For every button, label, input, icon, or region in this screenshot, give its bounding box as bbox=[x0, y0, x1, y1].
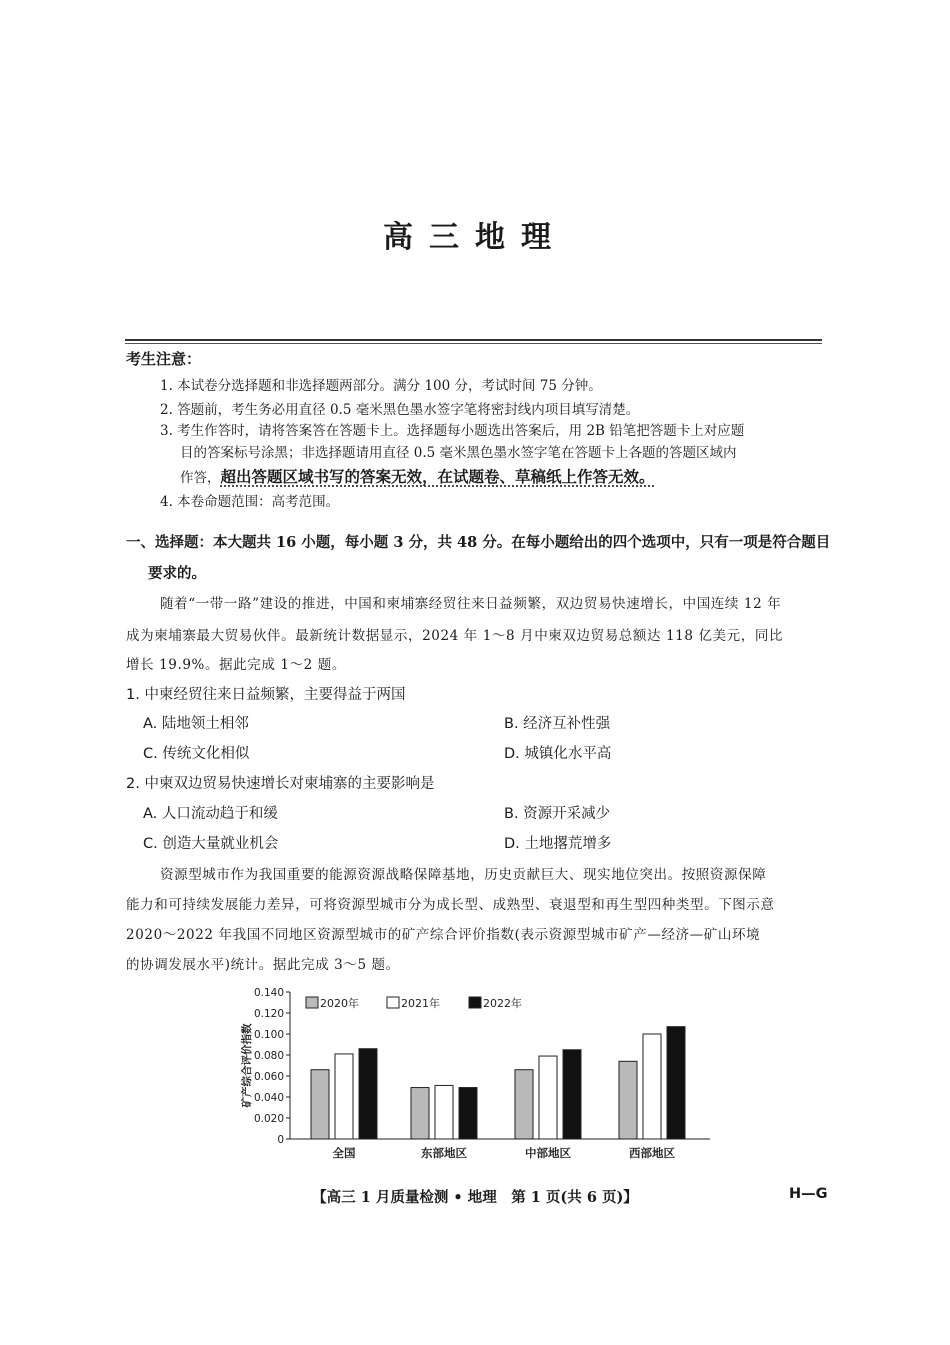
passage-line: 能力和可持续发展能力差异，可将资源型城市分为成长型、成熟型、衰退型和再生型四种类型。下图示意 bbox=[126, 897, 775, 913]
passage-line: 2020～2022 年我国不同地区资源型城市的矿产综合评价指数(表示资源型城市矿产—经济—矿山环境 bbox=[126, 927, 761, 943]
option-b: B. 经济互补性强 bbox=[504, 716, 611, 732]
notice-item bbox=[180, 465, 655, 487]
question-stem: 1. 中柬经贸往来日益频繁，主要得益于两国 bbox=[126, 687, 406, 703]
passage-line: 成为柬埔寨最大贸易伙伴。最新统计数据显示，2024 年 1～8 月中柬双边贸易总额达 118 亿美元，同比 bbox=[126, 628, 784, 644]
option-a: A. 陆地领土相邻 bbox=[143, 716, 249, 732]
option-c: C. 创造大量就业机会 bbox=[143, 836, 279, 852]
category-label: 中部地区 bbox=[525, 1146, 571, 1160]
category-label: 东部地区 bbox=[421, 1146, 467, 1160]
passage-line: 的协调发展水平)统计。据此完成 3～5 题。 bbox=[126, 957, 400, 973]
bar bbox=[335, 1054, 353, 1139]
option-a: A. 人口流动趋于和缓 bbox=[143, 806, 278, 822]
bar bbox=[539, 1056, 557, 1139]
bar bbox=[411, 1088, 429, 1139]
notice-item: 3. 考生作答时，请将答案答在答题卡上。选择题每小题选出答案后，用 2B 铅笔把答题卡上对应题 bbox=[160, 423, 745, 439]
passage-line: 随着“一带一路”建设的推进，中国和柬埔寨经贸往来日益频繁，双边贸易快速增长，中国连续 12 年 bbox=[160, 596, 782, 612]
legend-swatch bbox=[387, 997, 399, 1008]
notice-emphasis: 超出答题区域书写的答案无效，在试题卷、草稿纸上作答无效。 bbox=[220, 467, 655, 486]
y-tick-label: 0.040 bbox=[253, 1092, 284, 1104]
y-axis-label: 矿产综合评价指数 bbox=[241, 1023, 253, 1108]
option-d: D. 土地撂荒增多 bbox=[504, 836, 612, 852]
bar bbox=[643, 1034, 661, 1139]
legend-label: 2022年 bbox=[483, 997, 522, 1010]
category-label: 全国 bbox=[332, 1146, 356, 1160]
bar-chart bbox=[230, 980, 730, 1170]
y-tick-label: 0.120 bbox=[253, 1008, 284, 1020]
option-b: B. 资源开采减少 bbox=[504, 806, 611, 822]
bar bbox=[435, 1085, 453, 1139]
legend-swatch bbox=[469, 997, 481, 1008]
notice-heading: 考生注意： bbox=[126, 350, 202, 368]
passage-line: 资源型城市作为我国重要的能源资源战略保障基地，历史贡献巨大、现实地位突出。按照资源保障 bbox=[160, 867, 767, 883]
legend-swatch bbox=[306, 997, 318, 1008]
notice-item: 4. 本卷命题范围：高考范围。 bbox=[160, 494, 340, 510]
divider bbox=[125, 339, 822, 341]
bar bbox=[667, 1027, 685, 1139]
bar bbox=[619, 1061, 637, 1139]
passage-line: 增长 19.9%。据此完成 1～2 题。 bbox=[126, 657, 346, 673]
y-tick-label: 0.020 bbox=[253, 1113, 284, 1125]
option-c: C. 传统文化相似 bbox=[143, 746, 250, 762]
y-tick-label: 0.060 bbox=[253, 1071, 284, 1083]
section-heading: 一、选择题：本大题共 16 小题，每小题 3 分，共 48 分。在每小题给出的四个选项中，只有一项是符合题目 bbox=[126, 534, 831, 551]
notice-item: 目的答案标号涂黑；非选择题请用直径 0.5 毫米黑色墨水签字笔在答题卡上各题的答题区域内 bbox=[180, 445, 737, 461]
paper-code: H—G bbox=[789, 1186, 828, 1202]
category-label: 西部地区 bbox=[629, 1146, 675, 1160]
notice-item: 1. 本试卷分选择题和非选择题两部分。满分 100 分，考试时间 75 分钟。 bbox=[160, 378, 602, 394]
notice-text: 作答， bbox=[180, 470, 221, 486]
y-tick-label: 0.140 bbox=[253, 987, 284, 999]
question-stem: 2. 中柬双边贸易快速增长对柬埔寨的主要影响是 bbox=[126, 776, 435, 792]
bar bbox=[359, 1049, 377, 1139]
divider bbox=[125, 343, 822, 344]
bar bbox=[515, 1070, 533, 1139]
page-title: 高三地理 bbox=[383, 220, 567, 255]
legend-label: 2021年 bbox=[401, 997, 440, 1010]
bar bbox=[459, 1088, 477, 1139]
bar bbox=[563, 1050, 581, 1139]
page-footer: 【高三 1 月质量检测 • 地理 第 1 页(共 6 页)】 bbox=[312, 1189, 638, 1206]
notice-item: 2. 答题前，考生务必用直径 0.5 毫米黑色墨水签字笔将密封线内项目填写清楚。 bbox=[160, 402, 640, 418]
legend-label: 2020年 bbox=[320, 997, 359, 1010]
y-tick-label: 0.080 bbox=[253, 1050, 284, 1062]
y-tick-label: 0.100 bbox=[253, 1029, 284, 1041]
bar bbox=[311, 1070, 329, 1139]
y-tick-label: 0 bbox=[277, 1134, 284, 1146]
section-heading: 要求的。 bbox=[148, 565, 206, 582]
option-d: D. 城镇化水平高 bbox=[504, 746, 612, 762]
